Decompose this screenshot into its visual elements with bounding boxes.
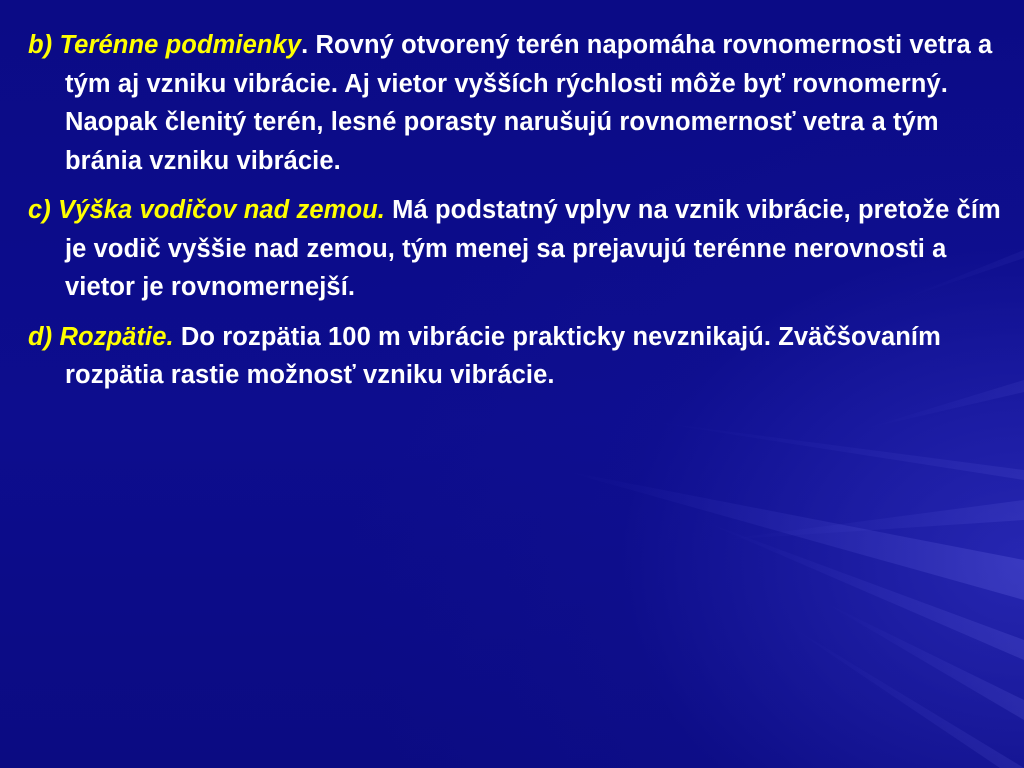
slide-content xyxy=(28,26,1003,406)
paragraph-span-text: Do rozpätia 100 m vibrácie prakticky nevznikajú. Zväčšovaním rozpätia rastie možnosť vzniku vibrácie. xyxy=(65,322,941,389)
paragraph-span xyxy=(28,318,1003,395)
paragraph-conductor-height xyxy=(28,191,1003,307)
paragraph-conductor-height-lead: c) Výška vodičov nad zemou. xyxy=(28,196,385,224)
paragraph-span-lead: d) Rozpätie. xyxy=(28,322,174,351)
paragraph-terrain-lead: b) Terénne podmienky xyxy=(28,31,302,59)
paragraph-terrain-text: . Rovný otvorený terén napomáha rovnomernosti vetra a tým aj vzniku vibrácie. Aj vietor vyšších rýchlosti môže byť rovnomerný. Naopak členitý terén, lesné porasty narušujú rovnomernosť vetra a tým bránia vzniku vibrácie. xyxy=(65,31,993,175)
paragraph-terrain xyxy=(28,26,1003,180)
paragraph-conductor-height-text: Má podstatný vplyv na vznik vibrácie, pretože čím je vodič vyššie nad zemou, tým menej sa prejavujú terénne nerovnosti a vietor je rovnomernejší. xyxy=(65,196,1001,301)
